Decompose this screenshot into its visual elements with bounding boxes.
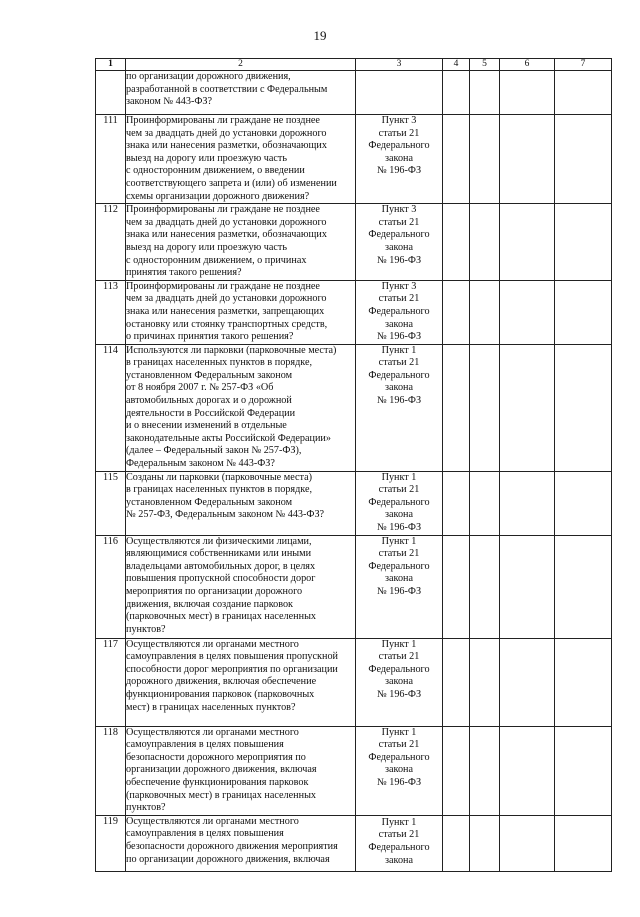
legal-reference-cell bbox=[356, 280, 443, 344]
table-row bbox=[96, 344, 612, 471]
legal-reference-line: № 196-ФЗ bbox=[376, 331, 422, 343]
notes-cell bbox=[555, 204, 612, 281]
legal-reference-line: Пункт 3 bbox=[381, 115, 417, 126]
legal-reference-line: № 196-ФЗ bbox=[376, 689, 422, 701]
question-text-line: Федеральным законом № 443-ФЗ? bbox=[126, 458, 275, 470]
answer-yes-cell bbox=[443, 535, 470, 638]
question-text-line: (далее – Федеральный закон № 257-ФЗ), bbox=[126, 445, 302, 457]
answer-yes-cell bbox=[443, 71, 470, 115]
answer-no-cell bbox=[470, 204, 500, 281]
question-text-line: остановку или стоянку транспортных средств, bbox=[126, 318, 328, 330]
question-text-line: чем за двадцать дней до установки дорожного bbox=[126, 127, 327, 139]
legal-reference-cell bbox=[356, 535, 443, 638]
answer-no-cell bbox=[470, 280, 500, 344]
page-number: 19 bbox=[313, 28, 327, 43]
item-number: 119 bbox=[96, 815, 126, 871]
legal-reference-line: закона bbox=[384, 318, 414, 330]
question-text-line: пунктов? bbox=[126, 623, 166, 635]
table-row bbox=[96, 535, 612, 638]
legal-reference-line: Пункт 1 bbox=[381, 726, 417, 738]
notes-cell bbox=[555, 115, 612, 204]
notes-cell bbox=[555, 71, 612, 115]
legal-reference-line: Пункт 1 bbox=[381, 816, 417, 828]
item-number: 116 bbox=[96, 535, 126, 638]
legal-reference-cell bbox=[356, 815, 443, 871]
question-text-line: являющимися собственниками или иными bbox=[126, 548, 312, 560]
question-text-line: (парковочных мест) в границах населенных bbox=[126, 611, 317, 623]
legal-reference-line: Федерального bbox=[368, 560, 430, 572]
legal-reference-line: закона bbox=[384, 854, 414, 866]
question-text-line: по организации дорожного движения, bbox=[126, 71, 291, 82]
table-row bbox=[96, 115, 612, 204]
table-row bbox=[96, 71, 612, 115]
table-row bbox=[96, 280, 612, 344]
notes-cell bbox=[555, 471, 612, 535]
question-text-line: обеспечение функционирования парковок bbox=[126, 777, 309, 789]
legal-reference-cell bbox=[356, 204, 443, 281]
question-text-line: № 257-ФЗ, Федеральным законом № 443-ФЗ? bbox=[126, 509, 325, 521]
answer-no-cell bbox=[470, 115, 500, 204]
legal-reference-line: Федерального bbox=[368, 842, 430, 853]
question-text-line: законом № 443-ФЗ? bbox=[126, 96, 213, 108]
not-applicable-cell bbox=[500, 344, 555, 471]
legal-reference-line: статьи 21 bbox=[378, 293, 420, 305]
question-text-line: Осуществляются ли органами местного bbox=[126, 638, 299, 650]
question-text-line: Осуществляются ли физическими лицами, bbox=[126, 535, 312, 547]
legal-reference-line: Пункт 1 bbox=[381, 638, 417, 650]
answer-no-cell bbox=[470, 471, 500, 535]
question-cell bbox=[126, 71, 356, 115]
not-applicable-cell bbox=[500, 726, 555, 815]
not-applicable-cell bbox=[500, 280, 555, 344]
answer-yes-cell bbox=[443, 344, 470, 471]
legal-reference-line: закона bbox=[384, 573, 414, 585]
answer-yes-cell bbox=[443, 115, 470, 204]
question-text-line: выезд на дорогу или проезжую часть bbox=[126, 152, 288, 164]
legal-reference-line: Пункт 3 bbox=[381, 204, 417, 216]
item-number bbox=[96, 71, 126, 115]
notes-cell bbox=[555, 344, 612, 471]
question-text-line: по организации дорожного движения, включая bbox=[126, 853, 330, 865]
legal-reference-line: № 196-ФЗ bbox=[376, 165, 422, 177]
question-text-line: пунктов? bbox=[126, 802, 166, 814]
question-text-line: Проинформированы ли граждане не позднее bbox=[126, 280, 320, 292]
question-text-line: движения, включая создание парковок bbox=[126, 598, 294, 610]
checklist-table bbox=[95, 58, 612, 872]
answer-no-cell bbox=[470, 638, 500, 726]
notes-cell bbox=[555, 638, 612, 726]
legal-reference-cell bbox=[356, 115, 443, 204]
table-row bbox=[96, 204, 612, 281]
question-text-line: с односторонним движением, о введении bbox=[126, 165, 305, 177]
question-text-line: чем за двадцать дней до установки дорожного bbox=[126, 216, 327, 228]
answer-no-cell bbox=[470, 71, 500, 115]
legal-reference-line: статьи 21 bbox=[378, 216, 420, 228]
question-cell bbox=[126, 535, 356, 638]
legal-reference-line: Федерального bbox=[368, 496, 430, 508]
legal-reference-line: статьи 21 bbox=[378, 357, 420, 369]
item-number: 112 bbox=[96, 204, 126, 281]
legal-reference-line: Федерального bbox=[368, 663, 430, 675]
legal-reference-line: Федерального bbox=[368, 369, 430, 381]
question-text-line: знака или нанесения разметки, запрещающих bbox=[126, 305, 325, 317]
question-text-line: самоуправления в целях повышения bbox=[126, 828, 284, 840]
question-text-line: в границах населенных пунктов в порядке, bbox=[126, 484, 313, 496]
notes-cell bbox=[555, 280, 612, 344]
not-applicable-cell bbox=[500, 638, 555, 726]
legal-reference-cell bbox=[356, 638, 443, 726]
question-text-line: чем за двадцать дней до установки дорожного bbox=[126, 293, 327, 305]
question-text-line: дорожного движения, включая обеспечение bbox=[126, 676, 317, 688]
question-text-line: установленном Федеральным законом bbox=[126, 496, 293, 508]
legal-reference-line: статьи 21 bbox=[378, 829, 420, 841]
table-row bbox=[96, 726, 612, 815]
legal-reference-cell bbox=[356, 726, 443, 815]
not-applicable-cell bbox=[500, 204, 555, 281]
column-header-row bbox=[96, 59, 612, 71]
question-text-line: в границах населенных пунктов в порядке, bbox=[126, 357, 313, 369]
legal-reference-line: статьи 21 bbox=[378, 739, 420, 751]
question-text-line: выезд на дорогу или проезжую часть bbox=[126, 241, 288, 253]
answer-yes-cell bbox=[443, 638, 470, 726]
question-text-line: знака или нанесения разметки, обозначающих bbox=[126, 140, 327, 152]
question-cell bbox=[126, 344, 356, 471]
legal-reference-line: закона bbox=[384, 509, 414, 521]
not-applicable-cell bbox=[500, 535, 555, 638]
question-text-line: Осуществляются ли органами местного bbox=[126, 815, 299, 827]
legal-reference-line: № 196-ФЗ bbox=[376, 522, 422, 534]
item-number: 118 bbox=[96, 726, 126, 815]
not-applicable-cell bbox=[500, 115, 555, 204]
answer-no-cell bbox=[470, 535, 500, 638]
legal-reference-cell bbox=[356, 344, 443, 471]
notes-cell bbox=[555, 726, 612, 815]
question-text-line: Проинформированы ли граждане не позднее bbox=[126, 204, 320, 216]
legal-reference-line: Федерального bbox=[368, 140, 430, 152]
column-header: 4 bbox=[443, 59, 470, 71]
question-text-line: безопасности дорожного мероприятия по bbox=[126, 751, 306, 763]
question-text-line: самоуправления в целях повышения bbox=[126, 739, 284, 751]
legal-reference-line: закона bbox=[384, 764, 414, 776]
legal-reference-line: статьи 21 bbox=[378, 484, 420, 496]
legal-reference-line: № 196-ФЗ bbox=[376, 586, 422, 598]
answer-yes-cell bbox=[443, 204, 470, 281]
column-header: 6 bbox=[500, 59, 555, 71]
question-cell bbox=[126, 204, 356, 281]
question-text-line: автомобильных дорогах и о дорожной bbox=[126, 395, 292, 407]
legal-reference-line: Пункт 1 bbox=[381, 471, 417, 483]
legal-reference-line: Пункт 1 bbox=[381, 344, 417, 356]
question-cell bbox=[126, 471, 356, 535]
answer-no-cell bbox=[470, 344, 500, 471]
not-applicable-cell bbox=[500, 815, 555, 871]
legal-reference-line: Федерального bbox=[368, 751, 430, 763]
table-row bbox=[96, 471, 612, 535]
item-number: 115 bbox=[96, 471, 126, 535]
answer-yes-cell bbox=[443, 471, 470, 535]
question-text-line: Проинформированы ли граждане не позднее bbox=[126, 115, 320, 126]
question-text-line: Созданы ли парковки (парковочные места) bbox=[126, 471, 312, 483]
question-text-line: с односторонним движением, о причинах bbox=[126, 254, 307, 266]
legal-reference-line: закона bbox=[384, 382, 414, 394]
legal-reference-line: статьи 21 bbox=[378, 651, 420, 663]
question-text-line: Осуществляются ли органами местного bbox=[126, 726, 299, 738]
question-cell bbox=[126, 726, 356, 815]
question-text-line: (парковочных мест) в границах населенных bbox=[126, 789, 317, 801]
not-applicable-cell bbox=[500, 71, 555, 115]
question-text-line: деятельности в Российской Федерации bbox=[126, 407, 296, 419]
question-text-line: функционирования парковок (парковочных bbox=[126, 689, 315, 701]
answer-yes-cell bbox=[443, 726, 470, 815]
item-number: 113 bbox=[96, 280, 126, 344]
question-cell bbox=[126, 115, 356, 204]
column-header: 1 bbox=[96, 59, 126, 71]
question-cell bbox=[126, 815, 356, 871]
question-text-line: и о внесении изменений в отдельные bbox=[126, 420, 287, 432]
legal-reference-line: Пункт 3 bbox=[381, 280, 417, 292]
answer-no-cell bbox=[470, 815, 500, 871]
legal-reference-line: Федерального bbox=[368, 305, 430, 317]
question-text-line: установленном Федеральным законом bbox=[126, 369, 293, 381]
legal-reference-line: № 196-ФЗ bbox=[376, 777, 422, 789]
question-cell bbox=[126, 638, 356, 726]
question-text-line: мероприятия по организации дорожного bbox=[126, 586, 303, 598]
question-text-line: о причинах принятия такого решения? bbox=[126, 331, 294, 343]
legal-reference-line: закона bbox=[384, 241, 414, 253]
legal-reference-cell bbox=[356, 71, 443, 115]
question-text-line: разработанной в соответствии с Федеральным bbox=[126, 83, 328, 95]
question-text-line: владельцами автомобильных дорог, в целях bbox=[126, 560, 316, 572]
question-text-line: схемы организации дорожного движения? bbox=[126, 190, 310, 202]
question-text-line: способности дорог мероприятия по организации bbox=[126, 663, 338, 675]
question-text-line: мест) в границах населенных пунктов? bbox=[126, 701, 296, 713]
column-header: 3 bbox=[356, 59, 443, 71]
answer-yes-cell bbox=[443, 815, 470, 871]
question-text-line: соответствующего запрета и (или) об изменении bbox=[126, 177, 337, 189]
notes-cell bbox=[555, 535, 612, 638]
column-header: 7 bbox=[555, 59, 612, 71]
question-text-line: знака или нанесения разметки, обозначающих bbox=[126, 229, 327, 241]
legal-reference-line: Пункт 1 bbox=[381, 535, 417, 547]
legal-reference-line: № 196-ФЗ bbox=[376, 254, 422, 266]
item-number: 111 bbox=[96, 115, 126, 204]
question-text-line: от 8 ноября 2007 г. № 257-ФЗ «Об bbox=[126, 382, 274, 394]
table-row bbox=[96, 815, 612, 871]
item-number: 114 bbox=[96, 344, 126, 471]
legal-reference-line: Федерального bbox=[368, 229, 430, 241]
question-text-line: Используются ли парковки (парковочные места) bbox=[126, 344, 337, 356]
answer-no-cell bbox=[470, 726, 500, 815]
question-text-line: повышения пропускной способности дорог bbox=[126, 573, 316, 585]
item-number: 117 bbox=[96, 638, 126, 726]
legal-reference-line: закона bbox=[384, 676, 414, 688]
question-text-line: безопасности дорожного движения мероприятия bbox=[126, 841, 338, 852]
table-row bbox=[96, 638, 612, 726]
not-applicable-cell bbox=[500, 471, 555, 535]
question-cell bbox=[126, 280, 356, 344]
question-text-line: принятия такого решения? bbox=[126, 267, 242, 279]
legal-reference-line: статьи 21 bbox=[378, 127, 420, 139]
legal-reference-line: закона bbox=[384, 152, 414, 164]
question-text-line: организации дорожного движения, включая bbox=[126, 764, 317, 776]
legal-reference-line: статьи 21 bbox=[378, 548, 420, 560]
question-text-line: законодательные акты Российской Федерации» bbox=[126, 432, 331, 444]
question-text-line: самоуправления в целях повышения пропускной bbox=[126, 651, 338, 663]
legal-reference-cell bbox=[356, 471, 443, 535]
legal-reference-line: № 196-ФЗ bbox=[376, 395, 422, 407]
answer-yes-cell bbox=[443, 280, 470, 344]
column-header: 5 bbox=[470, 59, 500, 71]
column-header: 2 bbox=[126, 59, 356, 71]
notes-cell bbox=[555, 815, 612, 871]
